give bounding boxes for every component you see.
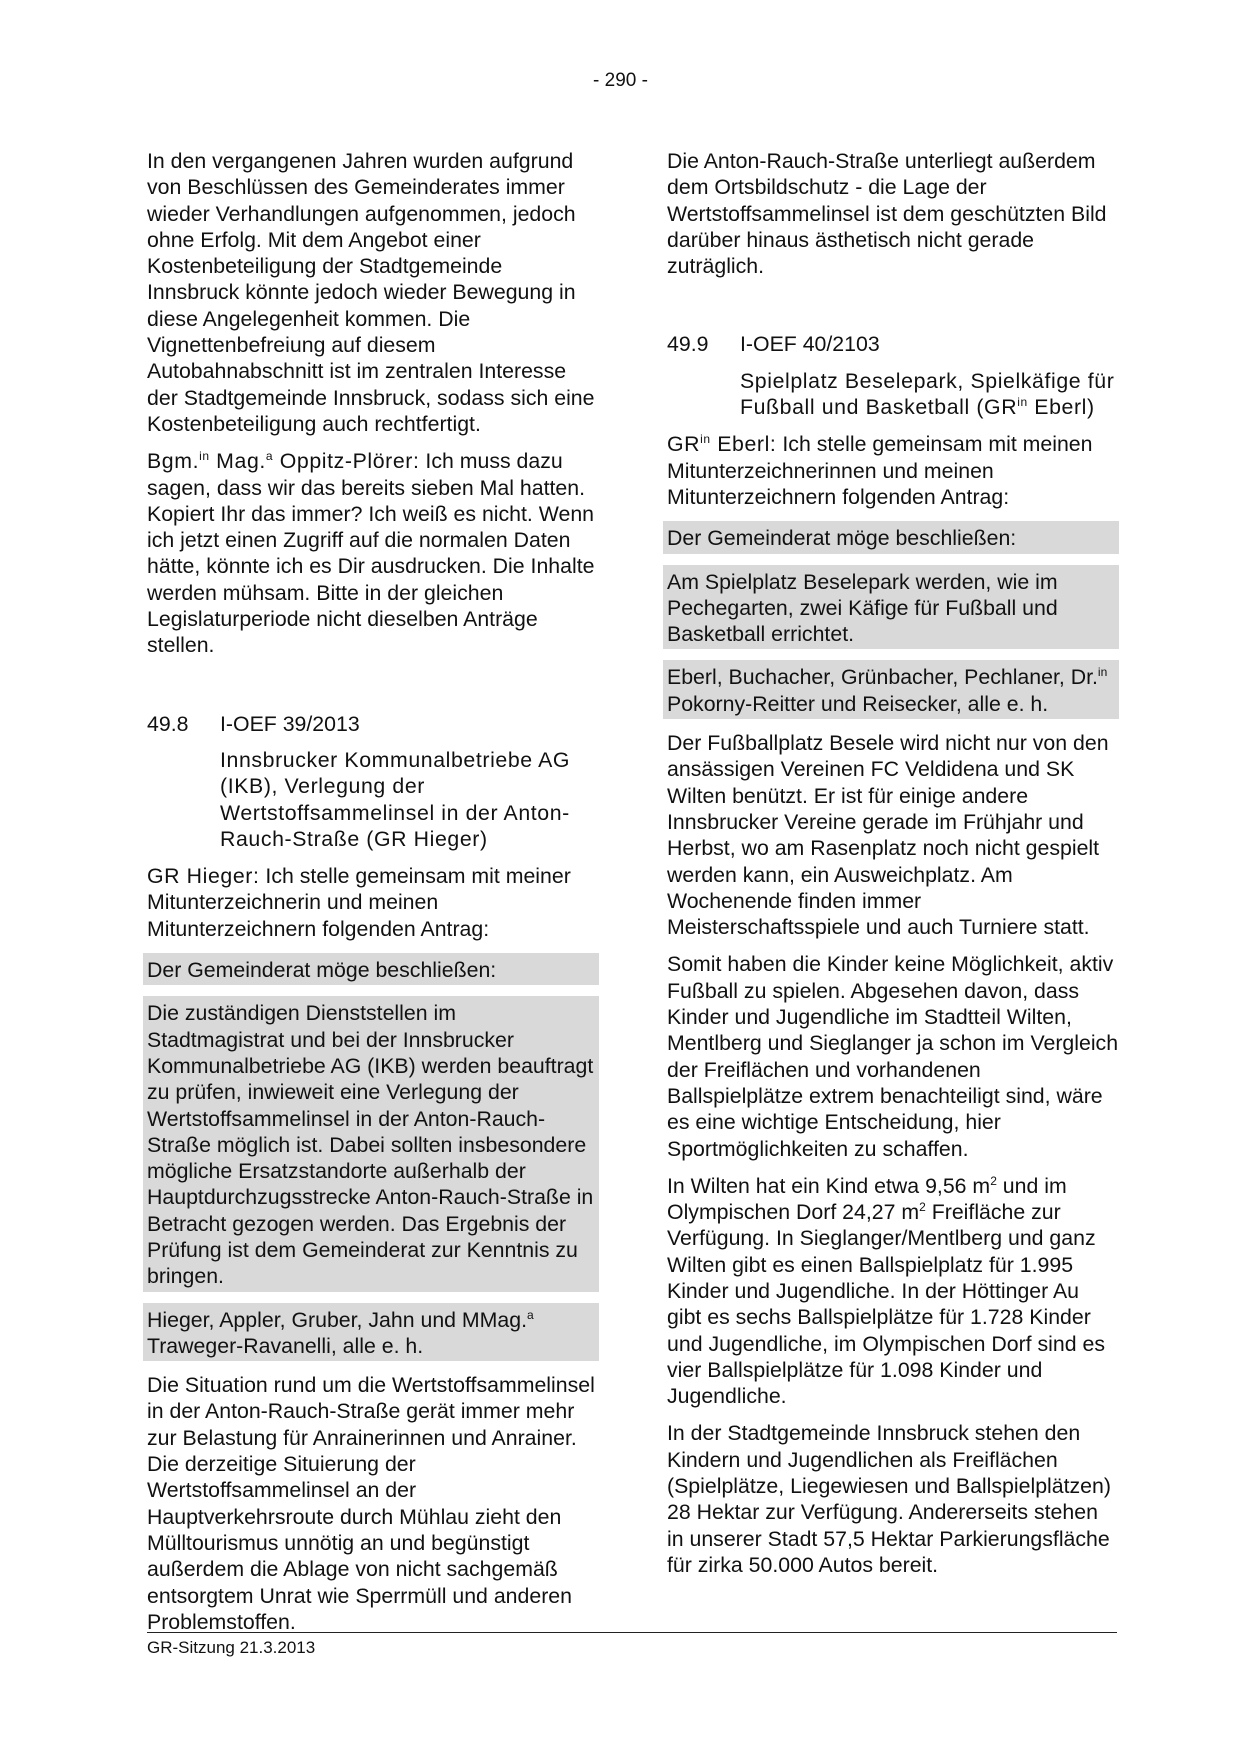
section-title: Innsbrucker Kommunalbetriebe AG (IKB), Verlegung der Wertstoffsammelinsel in der Anton-Rauch-Straße (GR Hieger) — [220, 747, 571, 851]
section-number: 49.8 — [147, 711, 189, 736]
footer-rule — [147, 1632, 1117, 1633]
speaker-text: Ich muss dazu sagen, dass wir das bereits sieben Mal hatten. Kopiert Ihr das immer? Ich weiß es nicht. Wenn ich jetzt einen Zugriff auf die normalen Daten hätte, könnte ich es Dir ausdrucken. Die Inhalte werden mühsam. Bitte in der gleichen Legislaturperiode nicht dieselben Anträge stellen. — [147, 449, 595, 658]
section-code: I-OEF 39/2013 — [220, 711, 360, 736]
motion-heading: Der Gemeinderat möge beschließen: — [147, 958, 497, 983]
motion-heading: Der Gemeinderat möge beschließen: — [667, 526, 1017, 551]
paragraph: Die Anton-Rauch-Straße unterliegt außerdem dem Ortsbildschutz - die Lage der Wertstoffsammelinsel ist dem geschützten Bild darüber hinaus ästhetisch nicht gerade zuträglich. — [667, 149, 1107, 279]
section-header-49-8 — [147, 711, 599, 737]
speaker-text: Ich stelle gemeinsam mit meinen Mitunterzeichnerinnen und meinen Mitunterzeichnern folgenden Antrag: — [667, 432, 1093, 509]
paragraph: In Wilten hat ein Kind etwa 9,56 $m^2$ und im Olympischen Dorf 24,27 $m^2$ Freifläche zur Verfügung. In Sieglanger/Mentlberg und ganz Wilten gibt es einen Ballspielplatz für 1.995 Kinder und Jugendliche. In der Höttinger Au gibt es sechs Ballspielplätze für 1.728 Kinder und Jugendliche, im Olympischen Dorf sind es vier Ballspielplätze für 1.098 Kinder und Jugendliche. — [667, 1173, 1105, 1409]
motion-signers: Hieger, Appler, Gruber, Jahn und MMag.$^a$ Traweger-Ravanelli, alle e. h. — [147, 1307, 534, 1358]
section-title: Spielplatz Beselepark, Spielkäfige für Fußball und Basketball ($GR^{in}$ Eberl) — [740, 368, 1115, 420]
section-number: 49.9 — [667, 332, 709, 357]
motion-box — [663, 521, 1119, 553]
paragraph: In den vergangenen Jahren wurden aufgrund von Beschlüssen des Gemeinderates immer wieder Verhandlungen aufgenommen, jedoch ohne Erfolg. Mit dem Angebot einer Kostenbeteiligung der Stadtgemeinde Innsbruck könnte jedoch wieder Bewegung in diese Angelegenheit kommen. Die Vignettenbefreiung auf diesem Autobahnabschnitt ist im zentralen Interesse der Stadtgemeinde Innsbruck, sodass sich eine Kostenbeteiligung auch rechtfertigt. — [147, 149, 595, 436]
speaker-text: Ich stelle gemeinsam mit meiner Mitunterzeichnerin und meinen Mitunterzeichnern folgenden Antrag: — [147, 864, 571, 941]
motion-box — [663, 660, 1119, 719]
motion-body: Die zuständigen Dienststellen im Stadtmagistrat und bei der Innsbrucker Kommunalbetriebe AG (IKB) werden beauftragt zu prüfen, inwieweit eine Verlegung der Wertstoffsammelinsel in der Anton-Rauch-Straße möglich ist. Dabei sollten insbesondere mögliche Ersatzstandorte außerhalb der Hauptdurchzugsstrecke Anton-Rauch-Straße in Betracht gezogen werden. Das Ergebnis der Prüfung ist dem Gemeinderat zur Kenntnis zu bringen. — [147, 1001, 594, 1289]
motion-body: Am Spielplatz Beselepark werden, wie im Pechegarten, zwei Käfige für Fußball und Basketball errichtet. — [667, 569, 1058, 647]
motion-signers: Eberl, Buchacher, Grünbacher, Pechlaner, Dr.$^{in}$ Pokorny-Reitter und Reisecker, alle e. h. — [667, 665, 1108, 716]
speaker-paragraph — [147, 448, 599, 658]
speaker-name: $GR^{in}$ Eberl: — [667, 432, 777, 457]
paragraph: Die Situation rund um die Wertstoffsammelinsel in der Anton-Rauch-Straße gerät immer mehr zur Belastung für Anrainerinnen und Anrainer. Die derzeitige Situierung der Wertstoffsammelinsel an der Hauptverkehrsroute durch Mühlau zieht den Mülltourismus unnötig an und begünstigt außerdem die Ablage von nicht sachgemäß entsorgtem Unrat wie Sperrmüll und anderen Problemstoffen. — [147, 1373, 595, 1634]
paragraph: Der Fußballplatz Besele wird nicht nur von den ansässigen Vereinen FC Veldidena und SK Wilten benützt. Er ist für einige andere Innsbrucker Vereine gerade im Frühjahr und Herbst, wo am Rasenplatz noch nicht gespielt werden kann, ein Ausweichplatz. Am Wochenende finden immer Meisterschaftsspiele und auch Turniere statt. — [667, 731, 1109, 940]
speaker-paragraph — [667, 431, 1119, 510]
speaker-name: GR Hieger: — [147, 864, 260, 889]
paragraph: In der Stadtgemeinde Innsbruck stehen den Kindern und Jugendlichen als Freiflächen (Spielplätze, Liegewiesen und Ballspielplätzen) 28 Hektar zur Verfügung. Andererseits stehen in unserer Stadt 57,5 Hektar Parkierungsfläche für zirka 50.000 Autos bereit. — [667, 1421, 1111, 1577]
section-header-49-9 — [667, 331, 1119, 357]
page-number: - 290 - — [593, 70, 648, 91]
right-column — [667, 148, 1119, 1589]
motion-box — [143, 996, 599, 1291]
footer-text: GR-Sitzung 21.3.2013 — [147, 1638, 316, 1657]
paragraph: Somit haben die Kinder keine Möglichkeit, aktiv Fußball zu spielen. Abgesehen davon, dass Kinder und Jugendliche im Stadtteil Wilten, Mentlberg und Sieglanger ja schon im Vergleich der Freiflächen und vorhandenen Ballspielplätze extrem benachteiligt sind, wäre es eine wichtige Entscheidung, hier Sportmöglichkeiten zu schaffen. — [667, 952, 1119, 1161]
motion-box — [663, 565, 1119, 650]
motion-box — [143, 1303, 599, 1362]
motion-box — [143, 953, 599, 985]
speaker-name: Bgm.$^{in}$ Mag.$^a$ Oppitz-Plörer: — [147, 449, 420, 474]
speaker-paragraph — [147, 863, 599, 942]
section-code: I-OEF 40/2103 — [740, 332, 880, 357]
left-column — [147, 148, 599, 1646]
